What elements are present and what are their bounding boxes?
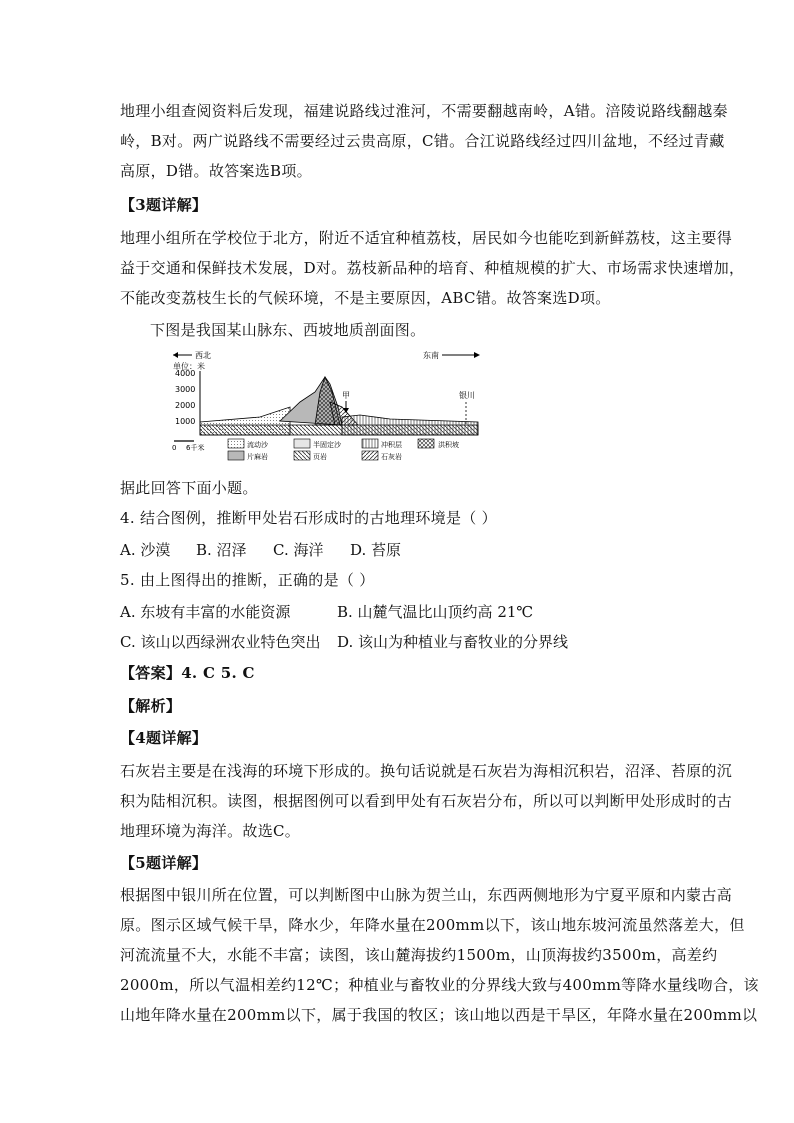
- y-tick-label: 3000: [175, 385, 196, 394]
- q5-option-d: D. 该山为种植业与畜牧业的分界线: [337, 633, 569, 651]
- east-arrowhead: [474, 352, 480, 358]
- answer-line: 【答案】4. C 5. C: [120, 664, 255, 682]
- question-4: 4. 结合图例，推断甲处岩石形成时的古地理环境是（ ）: [120, 509, 497, 527]
- y-tick-label: 1000: [175, 417, 196, 426]
- unit-label: 单位：米: [173, 362, 205, 371]
- east-slope-alluvium: [342, 415, 478, 435]
- q4-option-d: D. 苔原: [350, 541, 402, 559]
- legend-label: 石灰岩: [381, 453, 402, 461]
- analysis-heading: 【解析】: [120, 697, 182, 715]
- legend-swatch: [228, 439, 244, 448]
- paragraph-line: 地理小组查阅资料后发现，福建说路线过淮河，不需要翻越南岭，A错。涪陵说路线翻越秦: [120, 102, 728, 120]
- paragraph-line: 岭，B对。两广说路线不需要经过云贵高原，C错。合江说路线经过四川盆地，不经过青藏: [120, 132, 725, 150]
- legend-label: 半固定沙: [313, 441, 341, 449]
- q5-option-a: A. 东坡有丰富的水能资源: [120, 603, 291, 621]
- paragraph-line: 不能改变荔枝生长的气候环境，不是主要原因，ABC错。故答案选D项。: [120, 289, 611, 307]
- legend-swatch: [362, 451, 378, 460]
- q4-option-a: A. 沙漠: [120, 541, 171, 559]
- geologic-profile-diagram: [170, 347, 485, 462]
- legend-label: 页岩: [313, 453, 327, 461]
- scale-label: 6千米: [186, 444, 205, 452]
- question-5: 5. 由上图得出的推断，正确的是（ ）: [120, 571, 375, 589]
- paragraph-line: 高原，D错。故答案选B项。: [120, 162, 312, 180]
- scale-label: 0: [172, 444, 177, 452]
- legend-label: 流动沙: [247, 441, 268, 449]
- q4-option-c: C. 海洋: [273, 541, 324, 559]
- west-arrowhead: [173, 352, 178, 358]
- paragraph-line: 原。图示区域气候干旱，降水少，年降水量在200mm以下，该山地东坡河流虽然落差大，但: [120, 916, 745, 934]
- legend-label: 洪积坡: [438, 441, 459, 449]
- paragraph-line: 河流流量不大，水能不丰富；读图，该山麓海拔约1500m，山顶海拔约3500m，高差约: [120, 946, 718, 964]
- paragraph-line: 根据图中银川所在位置，可以判断图中山脉为贺兰山，东西两侧地形为宁夏平原和内蒙古高: [120, 886, 733, 904]
- paragraph-line: 地理小组所在学校位于北方，附近不适宜种植荔枝，居民如今也能吃到新鲜荔枝，这主要得: [120, 229, 733, 247]
- point-jia-label: 甲: [342, 391, 350, 400]
- q5-option-c: C. 该山以西绿洲农业特色突出: [120, 633, 321, 651]
- geologic-profile-figure: [170, 347, 485, 462]
- legend-swatch: [228, 451, 244, 460]
- east-label: 东南: [423, 351, 439, 360]
- paragraph-line: 积为陆相沉积。读图，根据图例可以看到甲处有石灰岩分布，所以可以判断甲处形成时的古: [120, 792, 733, 810]
- legend-label: 片麻岩: [247, 453, 268, 461]
- paragraph-line: 石灰岩主要是在浅海的环境下形成的。换句话说就是石灰岩为海相沉积岩，沼泽、苔原的沉: [120, 762, 733, 780]
- legend-swatch: [294, 451, 310, 460]
- paragraph-line: 益于交通和保鲜技术发展，D对。荔枝新品种的培育、种植规模的扩大、市场需求快速增加，: [120, 259, 745, 277]
- y-tick-label: 2000: [175, 401, 196, 410]
- section-heading: 【5题详解】: [120, 854, 208, 872]
- yinchuan-label: 银川: [459, 391, 475, 400]
- legend-swatch: [362, 439, 378, 448]
- read-instruction: 据此回答下面小题。: [120, 479, 258, 497]
- legend-label: 冲积层: [381, 441, 402, 449]
- figure-intro: 下图是我国某山脉东、西坡地质剖面图。: [150, 321, 426, 339]
- paragraph-line: 2000m，所以气温相差约12℃；种植业与畜牧业的分界线大致与400mm等降水量线吻合，该: [120, 976, 759, 994]
- paragraph-line: 地理环境为海洋。故选C。: [120, 822, 301, 840]
- y-tick-label: 4000: [175, 369, 196, 378]
- section-heading: 【3题详解】: [120, 196, 208, 214]
- legend-swatch: [418, 439, 434, 448]
- section-heading: 【4题详解】: [120, 729, 208, 747]
- legend-swatch: [294, 439, 310, 448]
- paragraph-line: 山地年降水量在200mm以下，属于我国的牧区；该山地以西是干旱区，年降水量在200mm以: [120, 1006, 758, 1024]
- q4-option-b: B. 沼泽: [196, 541, 247, 559]
- west-label: 西北: [195, 351, 211, 360]
- west-slope-sand: [200, 407, 290, 435]
- q5-option-b: B. 山麓气温比山顶约高 21℃: [337, 603, 534, 621]
